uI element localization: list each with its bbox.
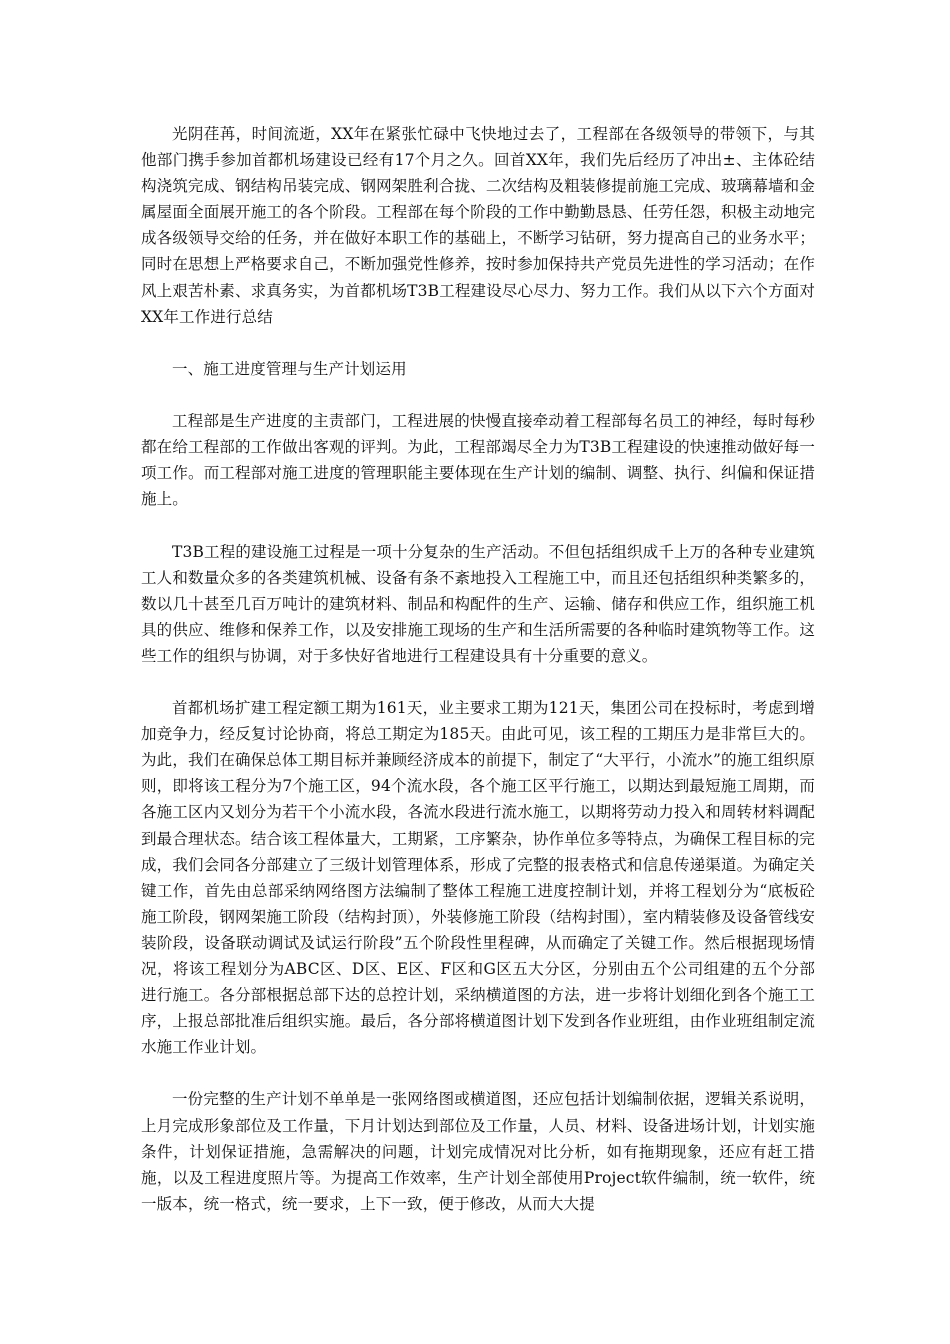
document-body: [141, 121, 815, 1243]
body-paragraph: 一份完整的生产计划不单单是一张网络图或横道图，还应包括计划编制依据，逻辑关系说明，上月完成形象部位及工作量，下月计划达到部位及工作量，人员、材料、设备进场计划，计划实施条件，计划保证措施，急需解决的问题，计划完成情况对比分析，如有拖期现象，还应有赶工措施，以及工程进度照片等。为提高工作效率，生产计划全部使用Project软件编制，统一软件，统一版本，统一格式，统一要求，上下一致，便于修改，从而大大提: [141, 1090, 815, 1213]
body-paragraph: T3B工程的建设施工过程是一项十分复杂的生产活动。不但包括组织成千上万的各种专业建筑工人和数量众多的各类建筑机械、设备有条不紊地投入工程施工中，而且还包括组织种类繁多的，数以几十甚至几百万吨计的建筑材料、制品和构配件的生产、运输、储存和供应工作，组织施工机具的供应、维修和保养工作，以及安排施工现场的生产和生活所需要的各种临时建筑物等工作。这些工作的组织与协调，对于多快好省地进行工程建设具有十分重要的意义。: [141, 542, 815, 665]
intro-paragraph: 光阴荏苒，时间流逝，XX年在紧张忙碌中飞快地过去了，工程部在各级领导的带领下，与其他部门携手参加首都机场建设已经有17个月之久。回首XX年，我们先后经历了冲出±、主体砼结构浇筑完成、钢结构吊装完成、钢网架胜利合拢、二次结构及粗装修提前施工完成、玻璃幕墙和金属屋面全面展开施工的各个阶段。工程部在每个阶段的工作中勤勤恳恳、任劳任怨，积极主动地完成各级领导交给的任务，并在做好本职工作的基础上，不断学习钻研，努力提高自己的业务水平；同时在思想上严格要求自己，不断加强党性修养，按时参加保持共产党员先进性的学习活动；在作风上艰苦朴素、求真务实，为首都机场T3B工程建设尽心尽力、努力工作。我们从以下六个方面对XX年工作进行总结: [141, 125, 815, 326]
body-paragraph: 首都机场扩建工程定额工期为161天，业主要求工期为121天，集团公司在投标时，考虑到增加竞争力，经反复讨论协商，将总工期定为185天。由此可见，该工程的工期压力是非常巨大的。为此，我们在确保总体工期目标并兼顾经济成本的前提下，制定了“大平行，小流水”的施工组织原则，即将该工程分为7个施工区，94个流水段，各个施工区平行施工，以期达到最短施工周期，而各施工区内又划分为若干个小流水段，各流水段进行流水施工，以期将劳动力投入和周转材料调配到最合理状态。结合该工程体量大，工期紧，工序繁杂，协作单位多等特点，为确保工程目标的完成，我们会同各分部建立了三级计划管理体系，形成了完整的报表格式和信息传递渠道。为确定关键工作，首先由总部采纳网络图方法编制了整体工程施工进度控制计划，并将工程划分为“底板砼施工阶段，钢网架施工阶段（结构封顶），外装修施工阶段（结构封围），室内精装修及设备管线安装阶段，设备联动调试及试运行阶段”五个阶段性里程碑，从而确定了关键工作。然后根据现场情况，将该工程划分为ABC区、D区、E区、F区和G区五大分区，分别由五个公司组建的五个分部进行施工。各分部根据总部下达的总控计划，采纳横道图的方法，进一步将计划细化到各个施工工序，上报总部批准后组织实施。最后，各分部将横道图计划下发到各作业班组，由作业班组制定流水施工作业计划。: [141, 699, 815, 1057]
body-paragraph: 工程部是生产进度的主责部门，工程进展的快慢直接牵动着工程部每名员工的神经，每时每秒都在给工程部的工作做出客观的评判。为此，工程部竭尽全力为T3B工程建设的快速推动做好每一项工作。而工程部对施工进度的管理职能主要体现在生产计划的编制、调整、执行、纠偏和保证措施上。: [141, 412, 815, 509]
section-heading: 一、施工进度管理与生产计划运用: [172, 359, 407, 378]
